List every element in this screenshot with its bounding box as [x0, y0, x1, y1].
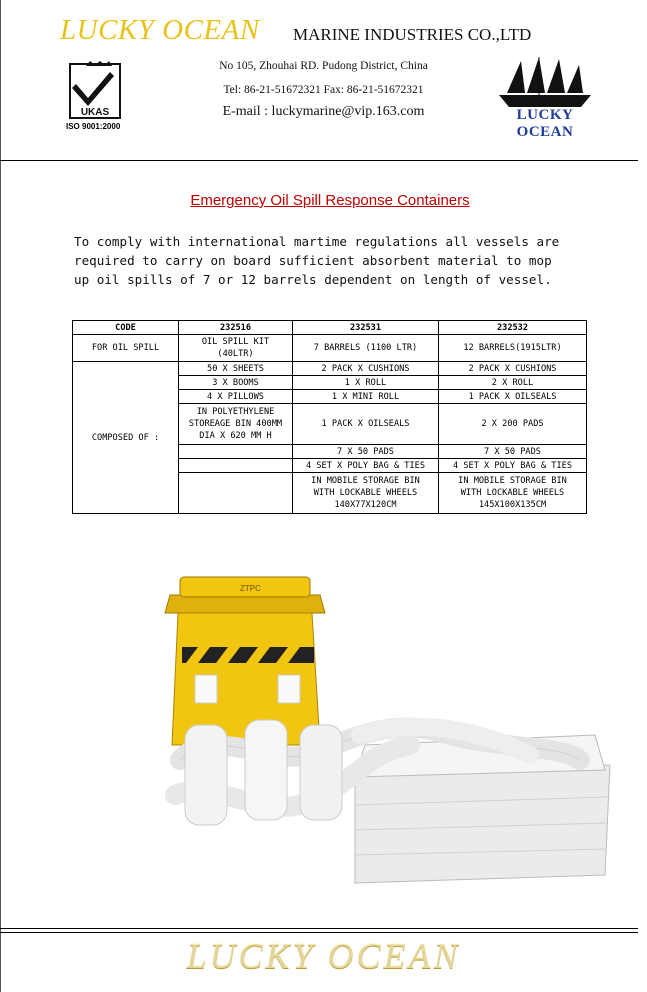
cell-line: OIL SPILL KIT — [201, 337, 270, 347]
table-cell: 2 X ROLL — [439, 376, 587, 390]
table-cell: 1 PACK X OILSEALS — [439, 390, 587, 404]
cell-line: (40LTR) — [217, 349, 254, 359]
row-label: FOR OIL SPILL — [73, 335, 179, 362]
cell-line: IN MOBILE STORAGE BIN — [311, 476, 420, 486]
company-address: No 105, Zhouhai RD. Pudong District, China — [219, 60, 428, 72]
table-cell — [179, 404, 293, 445]
ukas-tick-icon — [66, 58, 128, 120]
header-cell: CODE — [73, 321, 179, 335]
intro-line: required to carry on board sufficient absorbent material to mop — [74, 253, 552, 268]
footer-brand: LUCKY OCEAN — [186, 936, 461, 976]
intro-line: To comply with international martime regulations all vessels are — [74, 234, 560, 249]
header-cell: 232532 — [439, 321, 587, 335]
table-cell: 4 SET X POLY BAG & TIES — [293, 459, 439, 473]
company-name: MARINE INDUSTRIES CO.,LTD — [293, 25, 532, 44]
table-cell: 3 X BOOMS — [179, 376, 293, 390]
wheelie-bin-icon — [165, 577, 325, 745]
cell-line: WITH LOCKABLE WHEELS — [460, 488, 565, 498]
cell-line: WITH LOCKABLE WHEELS — [313, 488, 418, 498]
table-cell: 4 SET X POLY BAG & TIES — [439, 459, 587, 473]
intro-paragraph — [74, 232, 594, 289]
header-divider — [0, 160, 638, 161]
cell-line: IN MOBILE STORAGE BIN — [458, 476, 567, 486]
table-cell: 1 PACK X OILSEALS — [293, 404, 439, 445]
ship-logo-text: LUCKY OCEAN — [516, 107, 574, 140]
table-cell: 7 BARRELS (1100 LTR) — [293, 335, 439, 362]
table-cell — [293, 473, 439, 514]
row-label: COMPOSED OF : — [73, 362, 179, 514]
absorbent-pillow-icon — [185, 720, 342, 825]
header-cell: 232516 — [179, 321, 293, 335]
table-cell — [179, 473, 293, 514]
footer-divider — [0, 928, 638, 929]
table-cell: 1 X MINI ROLL — [293, 390, 439, 404]
table-cell: 1 X ROLL — [293, 376, 439, 390]
cell-line: IN POLYETHYLENE — [196, 407, 275, 417]
footer-divider — [0, 932, 638, 933]
table-row — [73, 362, 587, 376]
bin-label: ZTPC — [240, 584, 261, 593]
cell-line: 140X77X120CM — [334, 500, 397, 510]
table-cell — [179, 445, 293, 459]
table-cell: 50 X SHEETS — [179, 362, 293, 376]
ship-icon — [495, 55, 595, 111]
iso-certification-text: ISO 9001:2000 — [66, 122, 121, 131]
brand-name: LUCKY OCEAN — [60, 14, 260, 46]
table-cell: 2 X 200 PADS — [439, 404, 587, 445]
header-cell: 232531 — [293, 321, 439, 335]
ukas-label: UKAS — [80, 107, 110, 118]
product-spec-table — [72, 320, 587, 514]
table-cell: 7 X 50 PADS — [439, 445, 587, 459]
table-row — [73, 335, 587, 362]
table-header-row — [73, 321, 587, 335]
table-cell: 12 BARRELS(1915LTR) — [439, 335, 587, 362]
table-cell: 4 X PILLOWS — [179, 390, 293, 404]
spill-kit-photo — [150, 565, 620, 890]
company-phone-fax: Tel: 86-21-51672321 Fax: 86-21-51672321 — [223, 84, 424, 96]
table-cell: 2 PACK X CUSHIONS — [439, 362, 587, 376]
document-title: Emergency Oil Spill Response Containers — [190, 192, 470, 209]
table-cell — [179, 335, 293, 362]
table-cell — [439, 473, 587, 514]
cell-line: DIA X 620 MM H — [199, 431, 272, 441]
table-cell — [179, 459, 293, 473]
lucky-ocean-ship-logo — [495, 55, 595, 140]
page-border — [0, 0, 1, 992]
table-cell: 7 X 50 PADS — [293, 445, 439, 459]
cell-line: STOREAGE BIN 400MM — [188, 419, 283, 429]
company-email: E-mail : luckymarine@vip.163.com — [222, 104, 425, 119]
cell-line: 145X100X135CM — [478, 500, 547, 510]
ukas-certification-logo — [66, 58, 130, 131]
table-cell: 2 PACK X CUSHIONS — [293, 362, 439, 376]
intro-line: up oil spills of 7 or 12 barrels dependent on length of vessel. — [74, 272, 552, 287]
